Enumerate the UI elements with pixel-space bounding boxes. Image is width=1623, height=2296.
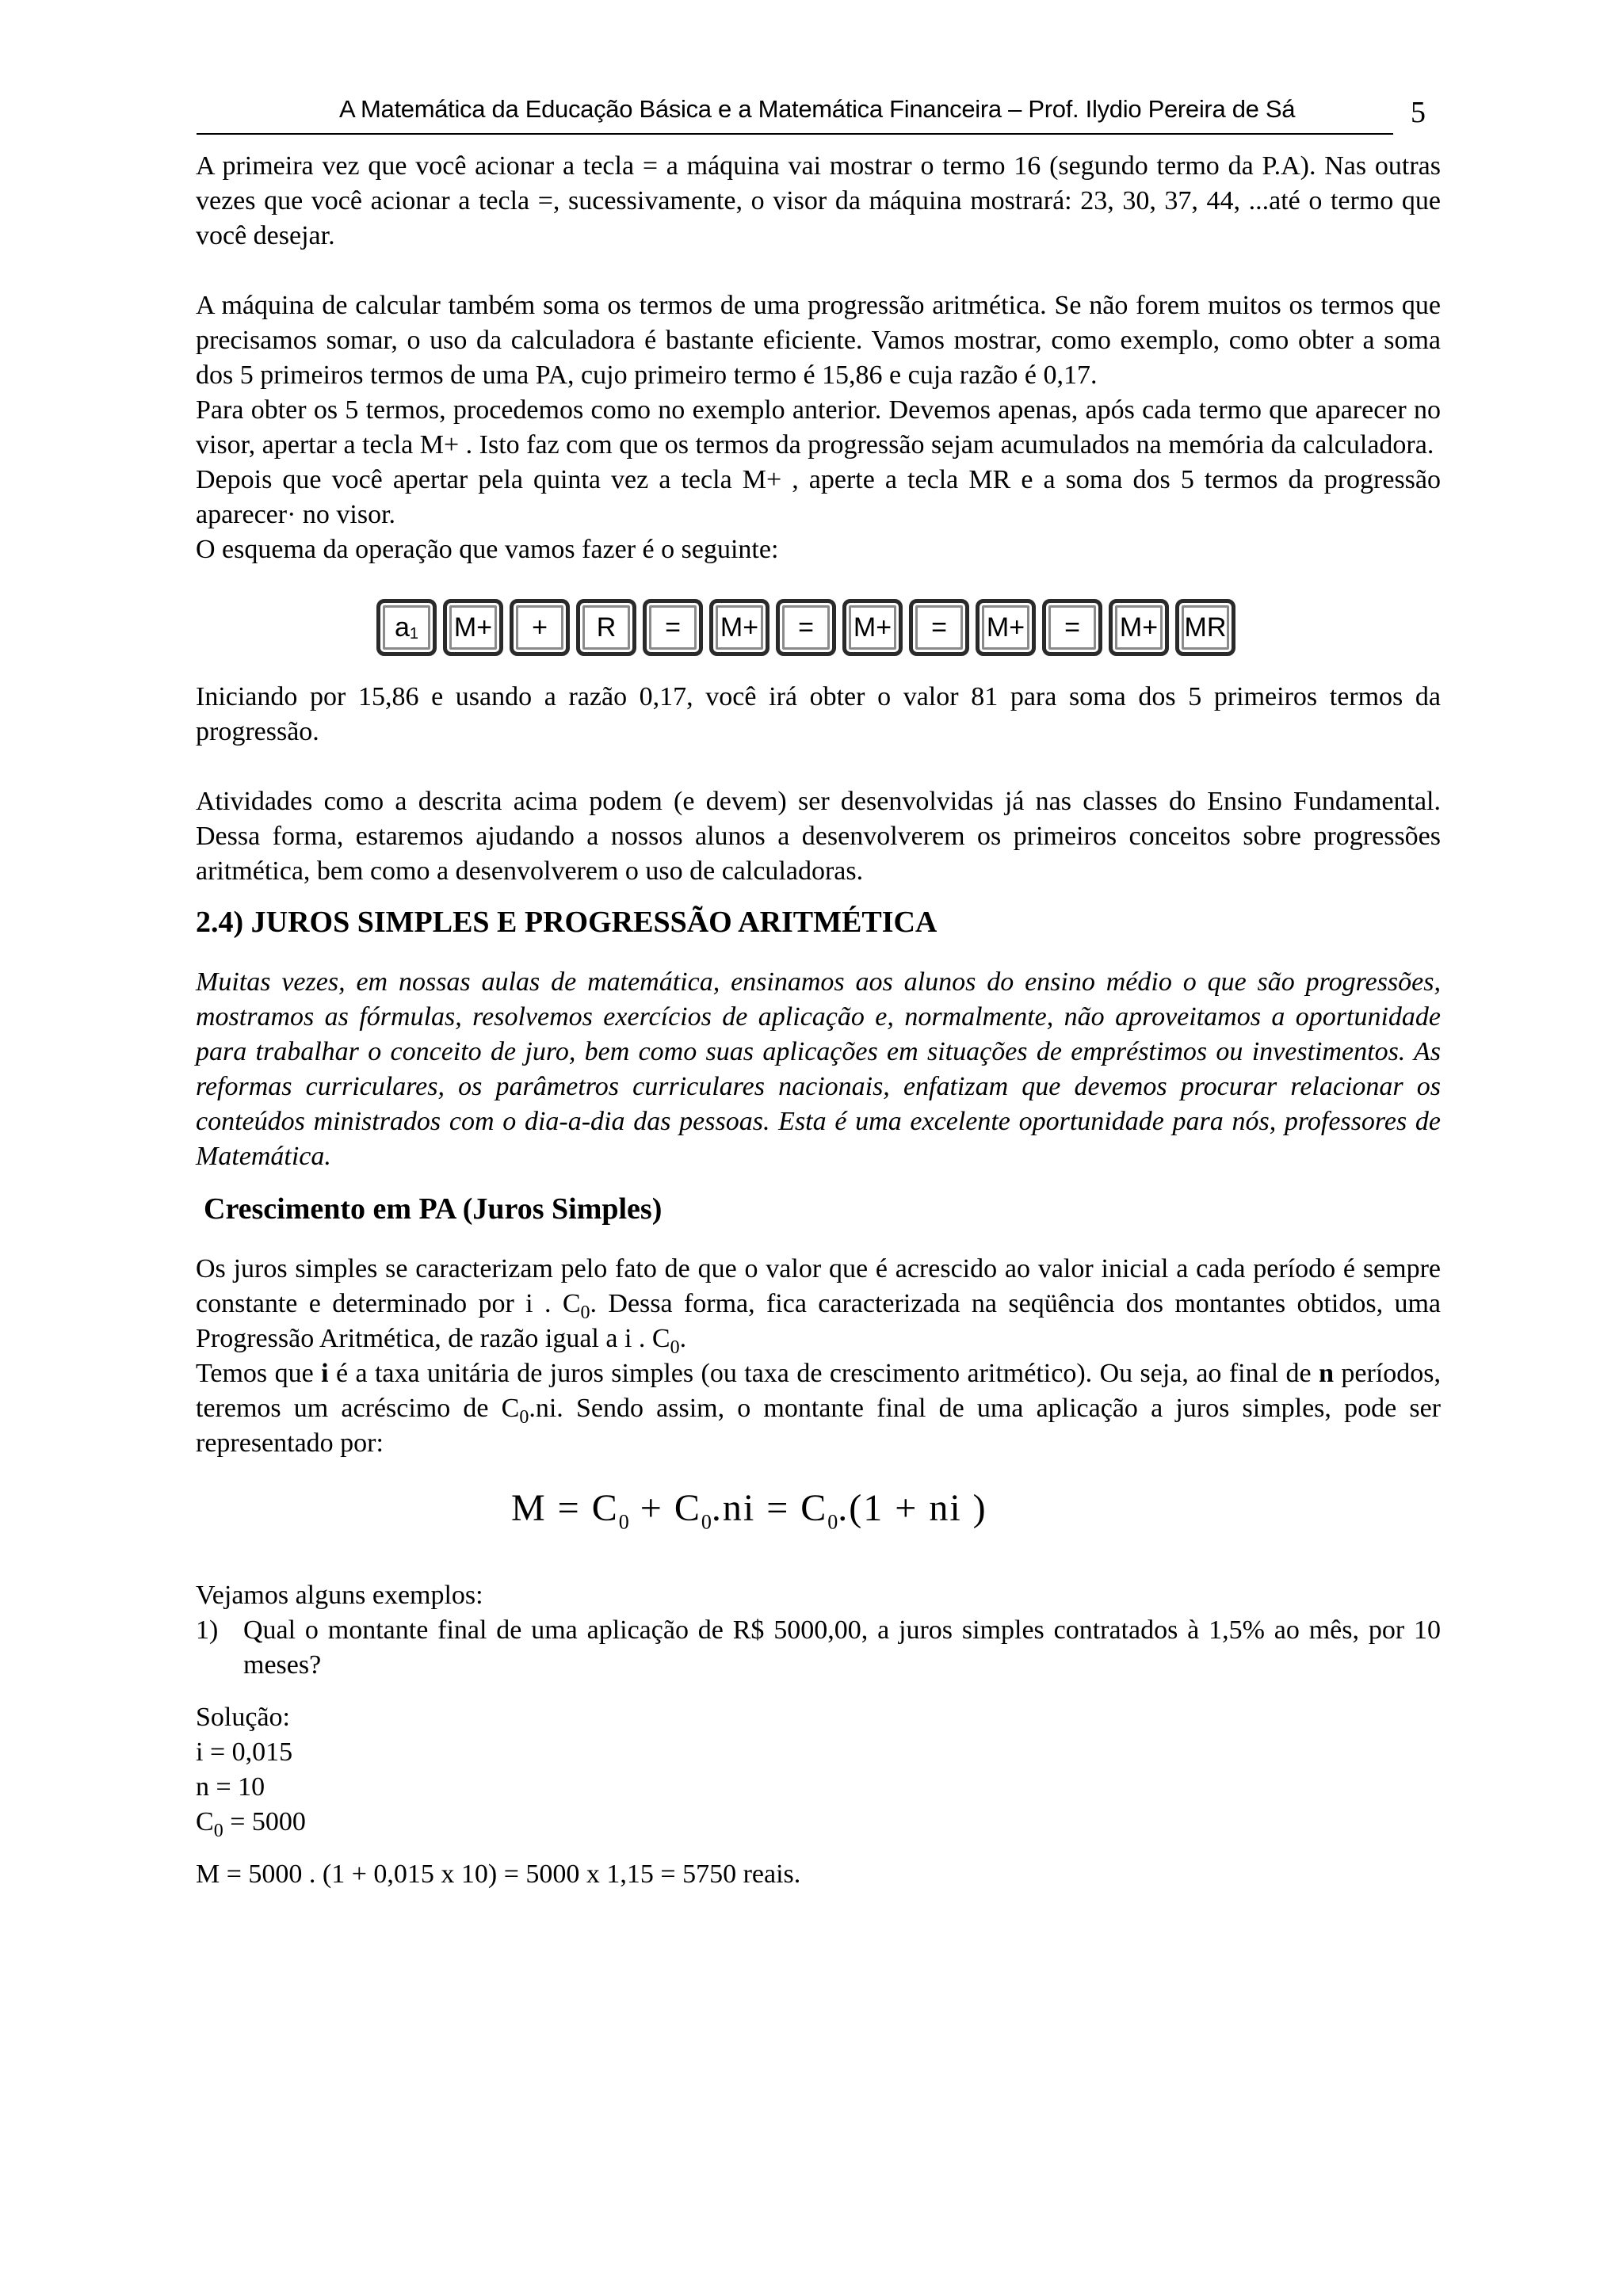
calculator-key: R — [576, 599, 636, 656]
list-item — [196, 1613, 1441, 1683]
paragraph: Atividades como a descrita acima podem (e devem) ser desenvolvidas já nas classes do Ensino Fundamental. Dessa forma, estaremos ajudando a nossos alunos a desenvolverem os primeiros conceitos sobre progressões aritmética, bem como a desenvolverem o uso de calculadoras. — [196, 787, 1441, 886]
calculator-key: + — [510, 599, 570, 656]
paragraph: O esquema da operação que vamos fazer é o seguinte: — [196, 535, 779, 564]
page-number: 5 — [1411, 96, 1426, 129]
calculator-key: M+ — [976, 599, 1036, 656]
calculator-key: M+ — [443, 599, 503, 656]
italic-paragraph: Muitas vezes, em nossas aulas de matemática, ensinamos aos alunos do ensino médio o que são progressões, mostramos as fórmulas, resolvemos exercícios de aplicação e, normalmente, não aproveitamos a oportunidade para trabalhar o conceito de juro, bem como suas aplicações em situações de empréstimos ou investimentos. As reformas curriculares, os parâmetros curriculares nacionais, enfatizam que devemos procurar relacionar os conteúdos ministrados com o dia-a-dia das pessoas. Esta é uma excelente oportunidade para nós, professores de Matemática. — [196, 967, 1441, 1171]
calculator-key: M+ — [842, 599, 903, 656]
solution-line: n = 10 — [196, 1772, 265, 1802]
calculator-key: = — [776, 599, 836, 656]
solution-line: i = 0,015 — [196, 1737, 293, 1767]
calculator-key: = — [1042, 599, 1102, 656]
solution-line: $C_0 = 5000$ — [196, 1806, 306, 1841]
paragraph: Os juros simples se caracterizam pelo fato de que o valor que é acrescido ao valor inicial a cada período é sempre constante e determinado por i . $C_0$. Dessa forma, fica caracterizada na seqüência dos montantes obtidos, uma Progressão Aritmética, de razão igual a i . $C_0$. — [196, 1254, 1441, 1358]
calculator-key-a1: a $_1$ — [376, 599, 437, 656]
calculator-key: M+ — [1109, 599, 1169, 656]
section-heading: 2.4) JUROS SIMPLES E PROGRESSÃO ARITMÉTICA — [196, 906, 938, 939]
running-header — [197, 93, 1393, 135]
header-title: A Matemática da Educação Básica e a Matemática Financeira – Prof. Ilydio Pereira de Sá — [339, 95, 1296, 123]
calculator-key: MR — [1175, 599, 1235, 656]
paragraph: Para obter os 5 termos, procedemos como no exemplo anterior. Devemos apenas, após cada termo que aparecer no visor, apertar a tecla M+ . Isto faz com que os termos da progressão sejam acumulados na memória da calculadora. — [196, 395, 1441, 460]
paragraph: Temos que i é a taxa unitária de juros simples (ou taxa de crescimento aritmético). Ou seja, ao final de n períodos, teremos um acréscimo de $C_0.ni$. Sendo assim, o montante final de uma aplicação a juros simples, pode ser representado por: — [196, 1359, 1441, 1458]
paragraph: Iniciando por 15,86 e usando a razão 0,17, você irá obter o valor 81 para soma dos 5 primeiros termos da progressão. — [196, 682, 1441, 746]
list-text: Qual o montante final de uma aplicação de R$ 5000,00, a juros simples contratados à 1,5% ao mês, por 10 meses? — [243, 1615, 1441, 1680]
calculator-key: M+ — [709, 599, 769, 656]
calculator-key-sequence — [376, 594, 1441, 661]
paragraph: A primeira vez que você acionar a tecla = a máquina vai mostrar o termo 16 (segundo termo da P.A). Nas outras vezes que você acionar a tecla =, sucessivamente, o visor da máquina mostrará: 23, 30, 37, 44, ...até o termo que você desejar. — [196, 151, 1441, 250]
list-number: 1) — [196, 1615, 219, 1645]
paragraph: A máquina de calcular também soma os termos de uma progressão aritmética. Se não forem muitos os termos que precisamos somar, o uso da calculadora é bastante eficiente. Vamos mostrar, como exemplo, como obter a soma dos 5 primeiros termos de uma PA, cujo primeiro termo é 15,86 e cuja razão é 0,17. — [196, 291, 1441, 390]
document-body — [196, 149, 1441, 1892]
calculator-key: = — [909, 599, 969, 656]
paragraph: Vejamos alguns exemplos: — [196, 1580, 483, 1610]
subsection-heading: Crescimento em PA (Juros Simples) — [204, 1192, 663, 1226]
formula: $M = C_0 + C_0.ni = C_0.(1$ + ni ) — [511, 1487, 987, 1534]
paragraph: Depois que você apertar pela quinta vez a tecla M+ , aperte a tecla MR e a soma dos 5 termos da progressão aparecer· no visor. — [196, 465, 1441, 529]
result-line: M = 5000 . (1 + 0,015 x 10) = 5000 x 1,15 = 5750 reais. — [196, 1859, 801, 1889]
solution-label: Solução: — [196, 1702, 290, 1732]
calculator-key: = — [643, 599, 703, 656]
